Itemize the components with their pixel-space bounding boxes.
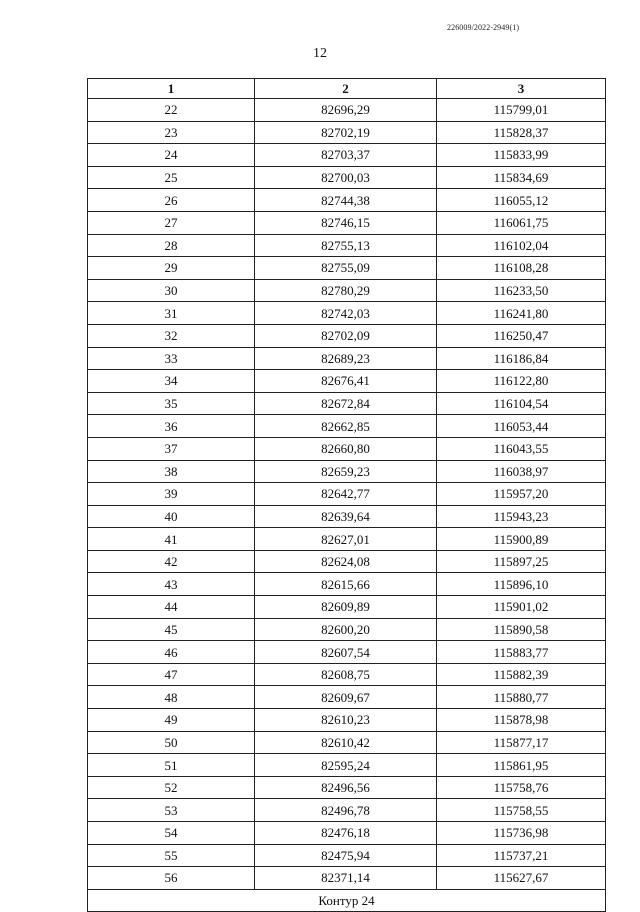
point-number-cell: 47: [88, 663, 255, 686]
x-coordinate-cell: 82496,78: [255, 799, 437, 822]
point-number-cell: 41: [88, 528, 255, 551]
y-coordinate-cell: 115828,37: [437, 121, 606, 144]
x-coordinate-cell: 82662,85: [255, 415, 437, 438]
table-row: [88, 460, 606, 483]
y-coordinate-cell: 115799,01: [437, 99, 606, 122]
point-number-cell: 36: [88, 415, 255, 438]
table-row: [88, 392, 606, 415]
table-row: [88, 550, 606, 573]
point-number-cell: 24: [88, 144, 255, 167]
column-header-x: 2: [255, 79, 437, 99]
table-row: [88, 822, 606, 845]
point-number-cell: 44: [88, 596, 255, 619]
x-coordinate-cell: 82755,13: [255, 234, 437, 257]
point-number-cell: 49: [88, 709, 255, 732]
table-footer: [88, 889, 606, 912]
y-coordinate-cell: 115896,10: [437, 573, 606, 596]
y-coordinate-cell: 116038,97: [437, 460, 606, 483]
point-number-cell: 52: [88, 776, 255, 799]
point-number-cell: 38: [88, 460, 255, 483]
y-coordinate-cell: 116043,55: [437, 437, 606, 460]
x-coordinate-cell: 82702,19: [255, 121, 437, 144]
table-row: [88, 144, 606, 167]
table-row: [88, 370, 606, 393]
x-coordinate-cell: 82696,29: [255, 99, 437, 122]
y-coordinate-cell: 115834,69: [437, 166, 606, 189]
y-coordinate-cell: 115877,17: [437, 731, 606, 754]
y-coordinate-cell: 116233,50: [437, 279, 606, 302]
x-coordinate-cell: 82676,41: [255, 370, 437, 393]
table-row: [88, 596, 606, 619]
table-row: [88, 279, 606, 302]
table-row: [88, 257, 606, 280]
table-row: [88, 211, 606, 234]
header-row: [88, 79, 606, 99]
y-coordinate-cell: 115883,77: [437, 641, 606, 664]
y-coordinate-cell: 115758,76: [437, 776, 606, 799]
table-row: [88, 731, 606, 754]
y-coordinate-cell: 116061,75: [437, 211, 606, 234]
table-row: [88, 799, 606, 822]
y-coordinate-cell: 116250,47: [437, 324, 606, 347]
table-row: [88, 302, 606, 325]
table-header: [88, 79, 606, 99]
table-row: [88, 437, 606, 460]
x-coordinate-cell: 82672,84: [255, 392, 437, 415]
point-number-cell: 29: [88, 257, 255, 280]
point-number-cell: 27: [88, 211, 255, 234]
point-number-cell: 37: [88, 437, 255, 460]
y-coordinate-cell: 115882,39: [437, 663, 606, 686]
table-row: [88, 121, 606, 144]
x-coordinate-cell: 82742,03: [255, 302, 437, 325]
table-row: [88, 99, 606, 122]
section-label: Контур 24: [88, 889, 606, 912]
y-coordinate-cell: 115627,67: [437, 867, 606, 890]
section-row: [88, 889, 606, 912]
point-number-cell: 43: [88, 573, 255, 596]
table-row: [88, 844, 606, 867]
x-coordinate-cell: 82595,24: [255, 754, 437, 777]
y-coordinate-cell: 115878,98: [437, 709, 606, 732]
point-number-cell: 48: [88, 686, 255, 709]
x-coordinate-cell: 82610,23: [255, 709, 437, 732]
x-coordinate-cell: 82609,89: [255, 596, 437, 619]
x-coordinate-cell: 82639,64: [255, 505, 437, 528]
y-coordinate-cell: 115957,20: [437, 483, 606, 506]
table-row: [88, 234, 606, 257]
table-row: [88, 709, 606, 732]
x-coordinate-cell: 82476,18: [255, 822, 437, 845]
table-row: [88, 754, 606, 777]
point-number-cell: 42: [88, 550, 255, 573]
x-coordinate-cell: 82689,23: [255, 347, 437, 370]
point-number-cell: 40: [88, 505, 255, 528]
table-row: [88, 166, 606, 189]
x-coordinate-cell: 82475,94: [255, 844, 437, 867]
y-coordinate-cell: 116053,44: [437, 415, 606, 438]
y-coordinate-cell: 115901,02: [437, 596, 606, 619]
point-number-cell: 56: [88, 867, 255, 890]
table-row: [88, 189, 606, 212]
point-number-cell: 51: [88, 754, 255, 777]
table-row: [88, 347, 606, 370]
y-coordinate-cell: 116122,80: [437, 370, 606, 393]
y-coordinate-cell: 116102,04: [437, 234, 606, 257]
x-coordinate-cell: 82659,23: [255, 460, 437, 483]
x-coordinate-cell: 82700,03: [255, 166, 437, 189]
table-row: [88, 867, 606, 890]
table-body: [88, 99, 606, 890]
x-coordinate-cell: 82703,37: [255, 144, 437, 167]
y-coordinate-cell: 115833,99: [437, 144, 606, 167]
y-coordinate-cell: 116186,84: [437, 347, 606, 370]
point-number-cell: 23: [88, 121, 255, 144]
point-number-cell: 54: [88, 822, 255, 845]
y-coordinate-cell: 115861,95: [437, 754, 606, 777]
point-number-cell: 25: [88, 166, 255, 189]
coordinates-table: [87, 78, 606, 912]
x-coordinate-cell: 82780,29: [255, 279, 437, 302]
point-number-cell: 26: [88, 189, 255, 212]
point-number-cell: 46: [88, 641, 255, 664]
table-row: [88, 483, 606, 506]
y-coordinate-cell: 115943,23: [437, 505, 606, 528]
x-coordinate-cell: 82608,75: [255, 663, 437, 686]
column-header-point: 1: [88, 79, 255, 99]
point-number-cell: 22: [88, 99, 255, 122]
table-row: [88, 324, 606, 347]
column-header-y: 3: [437, 79, 606, 99]
point-number-cell: 34: [88, 370, 255, 393]
point-number-cell: 32: [88, 324, 255, 347]
table-row: [88, 663, 606, 686]
y-coordinate-cell: 116108,28: [437, 257, 606, 280]
point-number-cell: 53: [88, 799, 255, 822]
x-coordinate-cell: 82755,09: [255, 257, 437, 280]
x-coordinate-cell: 82744,38: [255, 189, 437, 212]
x-coordinate-cell: 82615,66: [255, 573, 437, 596]
y-coordinate-cell: 115758,55: [437, 799, 606, 822]
table-row: [88, 686, 606, 709]
table-row: [88, 528, 606, 551]
y-coordinate-cell: 115880,77: [437, 686, 606, 709]
page-number: 12: [313, 46, 327, 61]
table-row: [88, 618, 606, 641]
point-number-cell: 30: [88, 279, 255, 302]
table-row: [88, 415, 606, 438]
y-coordinate-cell: 115737,21: [437, 844, 606, 867]
y-coordinate-cell: 116055,12: [437, 189, 606, 212]
x-coordinate-cell: 82746,15: [255, 211, 437, 234]
point-number-cell: 45: [88, 618, 255, 641]
x-coordinate-cell: 82496,56: [255, 776, 437, 799]
x-coordinate-cell: 82660,80: [255, 437, 437, 460]
x-coordinate-cell: 82702,09: [255, 324, 437, 347]
x-coordinate-cell: 82609,67: [255, 686, 437, 709]
y-coordinate-cell: 116241,80: [437, 302, 606, 325]
y-coordinate-cell: 115736,98: [437, 822, 606, 845]
x-coordinate-cell: 82610,42: [255, 731, 437, 754]
document-id: 226009/2022-2949(1): [447, 23, 520, 32]
x-coordinate-cell: 82624,08: [255, 550, 437, 573]
table-row: [88, 573, 606, 596]
x-coordinate-cell: 82642,77: [255, 483, 437, 506]
y-coordinate-cell: 115890,58: [437, 618, 606, 641]
point-number-cell: 39: [88, 483, 255, 506]
table-row: [88, 641, 606, 664]
y-coordinate-cell: 115900,89: [437, 528, 606, 551]
y-coordinate-cell: 116104,54: [437, 392, 606, 415]
x-coordinate-cell: 82627,01: [255, 528, 437, 551]
point-number-cell: 50: [88, 731, 255, 754]
point-number-cell: 55: [88, 844, 255, 867]
table-row: [88, 776, 606, 799]
table-row: [88, 505, 606, 528]
point-number-cell: 33: [88, 347, 255, 370]
point-number-cell: 35: [88, 392, 255, 415]
x-coordinate-cell: 82600,20: [255, 618, 437, 641]
x-coordinate-cell: 82607,54: [255, 641, 437, 664]
point-number-cell: 28: [88, 234, 255, 257]
point-number-cell: 31: [88, 302, 255, 325]
x-coordinate-cell: 82371,14: [255, 867, 437, 890]
y-coordinate-cell: 115897,25: [437, 550, 606, 573]
